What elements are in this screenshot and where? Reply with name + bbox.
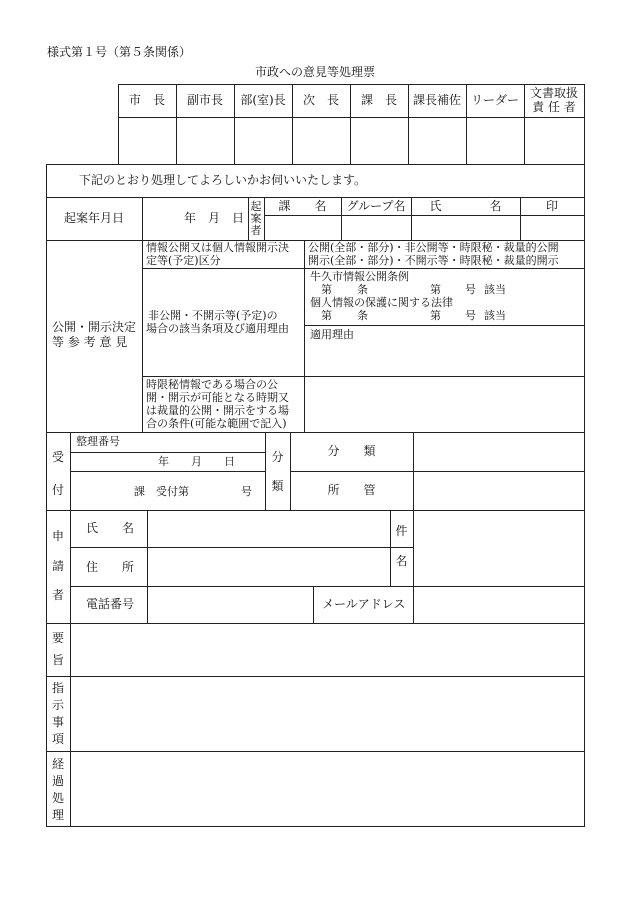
privacy-item-unit: 号 <box>465 309 476 322</box>
approval-col-leader: リーダー <box>470 93 519 107</box>
reception-dept-unit: 課 <box>134 485 145 498</box>
ordinance-item-unit: 号 <box>465 283 476 296</box>
timed-secret-label-1: 時限秘情報である場合の公 <box>146 378 278 391</box>
drafter-col-group: グループ名 <box>346 199 406 213</box>
instructions-label-3: 事 <box>51 715 64 729</box>
drafter-col-seal: 印 <box>545 199 558 213</box>
approval-col-assistant-chief: 課長補佐 <box>412 93 461 107</box>
ordinance-name: 牛久市情報公開条例 <box>310 270 409 283</box>
applicant-label-3: 者 <box>51 588 64 602</box>
nondisclosure-label-2: 場合の該当条項及び適用理由 <box>146 322 289 335</box>
privacy-article: 第 <box>321 309 332 322</box>
drafter-label-2: 案 <box>250 212 262 225</box>
applicant-label-1: 申 <box>51 529 64 543</box>
ordinance-applicable: 該当 <box>484 283 506 296</box>
disclosure-category-personal: 開示(全部・部分)・不開示等・時限秘・裁量的開示 <box>308 254 559 267</box>
disclosure-category-label-1: 情報公開又は個人情報開示決 <box>146 241 289 254</box>
summary-label-2: 旨 <box>51 653 64 667</box>
ordinance-paragraph: 第 <box>430 283 441 296</box>
form-title: 市政への意見等処理票 <box>254 65 375 79</box>
approval-col-deputy-director: 次 長 <box>302 93 339 107</box>
disclosure-category-label-2: 定等(予定)区分 <box>146 254 221 267</box>
approval-col-doc-handler-2: 責 任 者 <box>532 100 576 114</box>
progress-label-1: 経 <box>51 757 64 771</box>
nondisclosure-label-1: 非公開・不開示等(予定)の <box>148 309 278 322</box>
approval-col-doc-handler-1: 文書取扱 <box>529 86 578 100</box>
applicant-label-2: 請 <box>51 559 64 573</box>
subject-label-2: 名 <box>395 554 408 568</box>
privacy-applicable: 該当 <box>484 309 506 322</box>
privacy-paragraph: 第 <box>430 309 441 322</box>
approval-col-section-chief: 課 長 <box>360 93 397 107</box>
approval-col-deputy-mayor: 副市長 <box>186 93 223 107</box>
reception-label-1: 受 <box>51 450 64 464</box>
disclosure-category-public: 公開(全部・部分)・非公開等・時限秘・裁量的公開 <box>308 241 559 254</box>
reception-date: 年 月 日 <box>158 455 235 468</box>
applicant-address-label: 住 所 <box>86 560 135 574</box>
ordinance-article-unit: 条 <box>357 283 368 296</box>
reference-number-label: 整理番号 <box>76 435 120 448</box>
classification-label-2: 類 <box>271 479 284 493</box>
applicant-phone-label: 電話番号 <box>86 597 135 611</box>
reception-label-2: 付 <box>51 483 64 497</box>
progress-label-4: 理 <box>51 808 64 822</box>
classification-label-1: 分 <box>271 450 284 464</box>
drafter-col-section: 課 名 <box>278 199 327 213</box>
request-text: 下記のとおり処理してよろしいかお伺いいたします。 <box>79 173 367 187</box>
applicant-name-label: 氏 名 <box>86 521 135 535</box>
privacy-article-unit: 条 <box>357 309 368 322</box>
draft-date-label: 起案年月日 <box>64 211 125 225</box>
subject-label-1: 件 <box>395 524 408 538</box>
disclosure-section-label-2: 等 参 考 意 見 <box>52 335 128 349</box>
drafter-label-1: 起 <box>250 200 262 213</box>
progress-label-2: 過 <box>51 774 64 788</box>
jurisdiction-field: 所 管 <box>327 483 376 497</box>
reception-number-unit: 号 <box>241 485 252 498</box>
instructions-label-1: 指 <box>51 681 64 695</box>
privacy-law-name: 個人情報の保護に関する法律 <box>310 296 453 309</box>
approval-col-mayor: 市 長 <box>128 93 165 107</box>
disclosure-section-label-1: 公開・開示決定 <box>52 320 137 334</box>
form-number: 様式第１号（第５条関係） <box>47 45 192 59</box>
drafter-col-name: 氏 名 <box>429 199 502 213</box>
timed-secret-label-2: 開・開示が可能となる時期又 <box>146 391 289 404</box>
progress-label-3: 処 <box>51 791 64 805</box>
summary-label-1: 要 <box>51 631 64 645</box>
timed-secret-label-4: 合の条件(可能な範囲で記入) <box>146 417 287 430</box>
drafter-label-3: 者 <box>250 224 262 237</box>
instructions-label-2: 示 <box>51 698 64 712</box>
applicant-email-label: メールアドレス <box>322 597 406 611</box>
applied-reason-label: 適用理由 <box>310 328 354 341</box>
timed-secret-label-3: は裁量的公開・開示をする場 <box>146 404 289 417</box>
approval-col-director: 部(室)長 <box>240 93 286 107</box>
ordinance-article: 第 <box>321 283 332 296</box>
reception-number-label: 受付第 <box>156 485 189 498</box>
draft-date-value: 年 月 日 <box>184 211 245 225</box>
classification-field: 分 類 <box>327 444 376 458</box>
instructions-label-4: 項 <box>51 732 64 746</box>
